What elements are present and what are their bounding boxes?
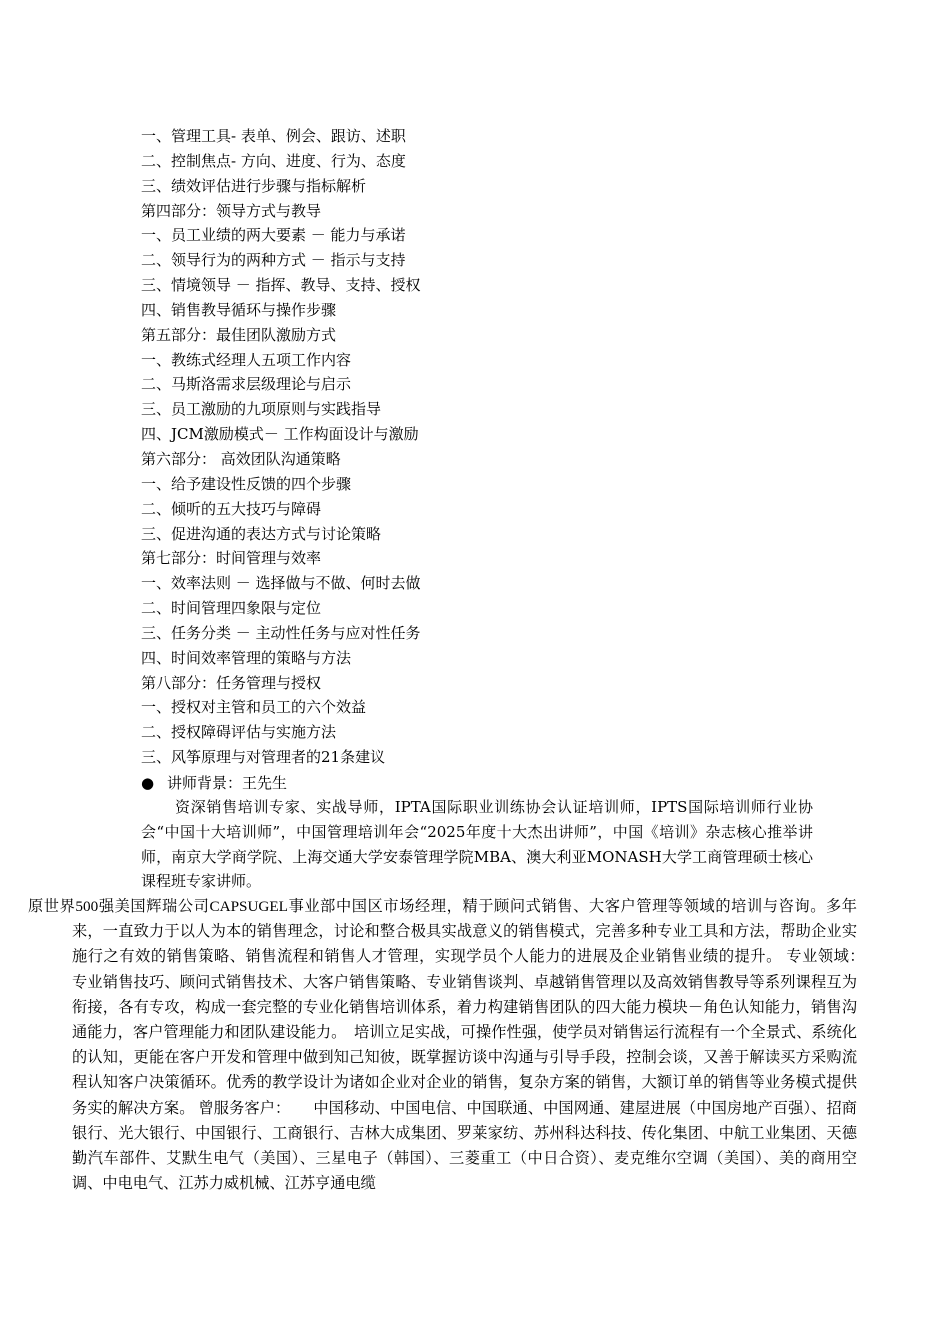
outline-item: 一、授权对主管和员工的六个效益 (141, 698, 367, 717)
outline-item: 三、绩效评估进行步骤与指标解析 (141, 176, 367, 195)
section-heading: 第五部分：最佳团队激励方式 (141, 325, 337, 344)
lecturer-heading (141, 771, 287, 795)
outline-item: 四、销售教导循环与操作步骤 (141, 300, 337, 319)
outline-item: 三、情境领导 － 指挥、教导、支持、授权 (141, 276, 421, 295)
bullet-icon: ● (141, 774, 155, 792)
outline-item: 一、管理工具- 表单、例会、跟访、述职 (141, 127, 406, 145)
outline-item: 四、时间效率管理的策略与方法 (141, 648, 352, 667)
outline-item: 一、员工业绩的两大要素 － 能力与承诺 (141, 226, 406, 245)
lecturer-bio-intro: 资深销售培训专家、实战导师，IPTA国际职业训练协会认证培训师，IPTS国际培训师行业协会“中国十大培训师”，中国管理培训年会“2025年度十大杰出讲师”，中国《培训》杂志核心推举讲师，南京大学商学院、上海交通大学安泰管理学院MBA、澳大利亚MONASH大学工商管理硕士核心课程班专家讲师。 (141, 798, 813, 891)
outline-item: 一、给予建设性反馈的四个步骤 (141, 474, 352, 493)
outline-item: 三、促进沟通的表达方式与讨论策略 (141, 524, 382, 543)
outline-item: 一、效率法则 － 选择做与不做、何时去做 (141, 574, 421, 593)
outline-item: 三、任务分类 － 主动性任务与应对性任务 (141, 623, 421, 642)
outline-item: 三、风筝原理与对管理者的21条建议 (141, 748, 386, 767)
outline-item: 二、领导行为的两种方式 － 指示与支持 (141, 251, 406, 270)
lecturer-heading-text: 讲师背景：王先生 (167, 774, 288, 792)
outline-item: 三、员工激励的九项原则与实践指导 (141, 400, 382, 419)
outline-item: 一、教练式经理人五项工作内容 (141, 350, 352, 369)
outline-item: 二、控制焦点- 方向、进度、行为、态度 (141, 151, 406, 170)
outline-item: 二、授权障碍评估与实施方法 (141, 723, 337, 742)
section-heading: 第七部分：时间管理与效率 (141, 549, 322, 568)
outline-item: 四、JCM激励模式－ 工作构面设计与激励 (141, 425, 419, 444)
outline-item: 二、马斯洛需求层级理论与启示 (141, 375, 352, 394)
outline-item: 二、时间管理四象限与定位 (141, 599, 322, 618)
lecturer-bio-detail: 原世界500强美国辉瑞公司CAPSUGEL事业部中国区市场经理，精于顾问式销售、大客户管理等领域的培训与咨询。多年来，一直致力于以人为本的销售理念，讨论和整合极具实战意义的销售模式，完善多种专业工具和方法，帮助企业实施行之有效的销售策略、销售流程和销售人才管理，实现学员个人能力的进展及企业销售业绩的提升。 专业领域： 专业销售技巧、顾问式销售技术、大客户销售策略、专业销售谈判、卓越销售管理以及高效销售教导等系列课程互为衔接，各有专攻，构成一套完整的专业化销售培训体系，着力构建销售团队的四大能力模块－角色认知能力，销售沟通能力，客户管理能力和团队建设能力。 培训立足实战，可操作性强，使学员对销售运行流程有一个全景式、系统化的认知，更能在客户开发和管理中做到知己知彼，既掌握访谈中沟通与引导手段，控制会谈，又善于解读买方采购流程认知客户决策循环。优秀的教学设计为诸如企业对企业的销售，复杂方案的销售，大额订单的销售等业务模式提供务实的解决方案。 曾服务客户： 中国移动、中国电信、中国联通、中国网通、建屋进展（中国房地产百强）、招商银行、光大银行、中国银行、工商银行、吉林大成集团、罗莱家纺、苏州科达科技、传化集团、中航工业集团、天德勤汽车部件、艾默生电气（美国）、三星电子（韩国）、三菱重工（中日合资）、麦克维尔空调（美国）、美的商用空调、中电电气、江苏力威机械、江苏亨通电缆 (28, 898, 888, 1193)
section-heading: 第六部分： 高效团队沟通策略 (141, 449, 341, 468)
course-outline (141, 124, 821, 770)
section-heading: 第八部分：任务管理与授权 (141, 673, 322, 692)
section-heading: 第四部分：领导方式与教导 (141, 201, 322, 220)
outline-item: 二、倾听的五大技巧与障碍 (141, 499, 322, 518)
